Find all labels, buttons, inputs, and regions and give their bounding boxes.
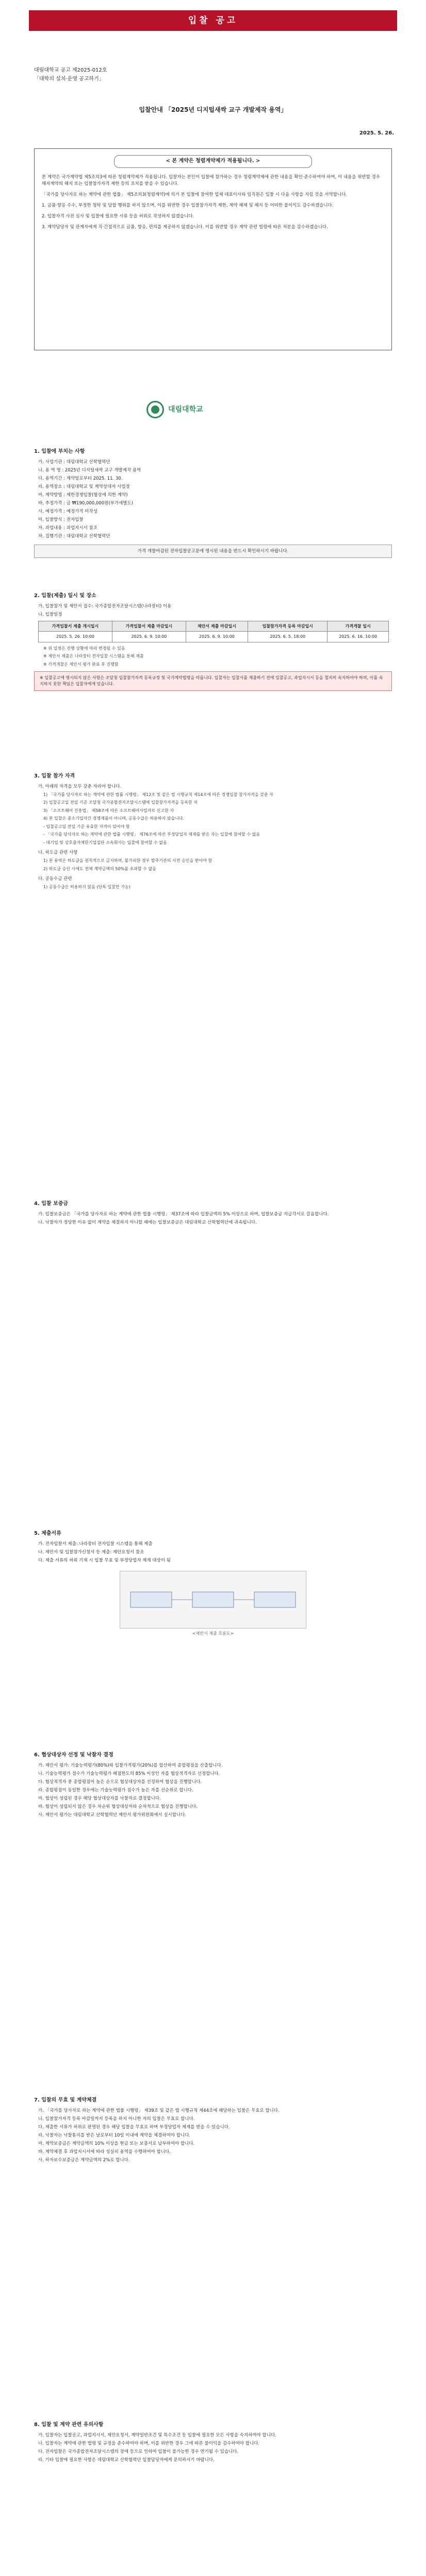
subsection-title: 다. 공동수급 관련 bbox=[38, 876, 72, 882]
table-header: 가격입찰서 제출 마감일시 bbox=[112, 621, 186, 632]
table-row bbox=[39, 632, 389, 642]
list-item: 가. 사업기관 : 대림대학교 산학협력단 bbox=[38, 459, 110, 465]
list-item: 1) 공동수급은 허용하지 않음 (단독 입찰만 가능) bbox=[43, 885, 130, 889]
list-item: 다. 협상적격자 중 종합평점이 높은 순으로 협상대상자를 선정하여 협상을 진행합니다. bbox=[38, 1779, 202, 1785]
table-header: 가격입찰서 제출 개시일시 bbox=[39, 621, 112, 632]
notice-paragraph: 2. 입찰자격 사전 심사 및 입찰에 필요한 서류 등을 허위로 작성하지 않겠습니다. bbox=[42, 213, 194, 219]
logo-text: 대림대학교 bbox=[168, 405, 203, 414]
list-item: 라. 기타 입찰에 필요한 사항은 대림대학교 산학협력단 입찰담당자에게 문의하시기 바랍니다. bbox=[38, 2457, 215, 2463]
list-item: 바. 협상이 성립되지 않은 경우 차순위 협상대상자와 순차적으로 협상을 진행합니다. bbox=[38, 1804, 198, 1809]
section-1 bbox=[34, 448, 392, 558]
list-item: 라. 용역장소 : 대림대학교 및 계약상대자 사업장 bbox=[38, 484, 130, 489]
section-title: 3. 입찰 참가 자격 bbox=[34, 773, 75, 779]
list-item: 가. 아래의 자격을 모두 갖춘 자라야 합니다. bbox=[38, 784, 122, 789]
list-item: 3) 「소프트웨어 진흥법」 제58조에 따른 소프트웨어사업자로 신고한 자 bbox=[43, 808, 174, 813]
list-item: 다. 제출한 서류가 허위로 판명된 경우 해당 입찰을 무효로 하며 부정당업자 제재를 받을 수 있습니다. bbox=[38, 2124, 230, 2130]
list-item: 마. 계약보증금은 계약금액의 10% 이상을 현금 또는 보증서로 납부하여야 합니다. bbox=[38, 2141, 195, 2146]
section-title: 1. 입찰에 부치는 사항 bbox=[34, 449, 85, 454]
list-item: 사. 예정가격 : 예정가격 미작성 bbox=[38, 509, 97, 514]
notice-paragraph: 본 계약은 국가계약법 제5조의3에 따른 청렴계약제가 적용됩니다. 입찰자는 본인이 입찰에 참가하는 경우 청렴계약제에 관한 내용을 확인·준수하여야 하며, 이 내용을 위반할 경우 해지계약의 해지 또는 입찰참가자격 제한 등의 조치를 받을 수 있습니다. bbox=[42, 174, 380, 187]
table-cell: 2025. 6. 5. 18:00 bbox=[248, 632, 327, 642]
list-item: 2) 입찰공고일 전일 기준 조달청 국가종합전자조달시스템에 입찰참가자격을 등록한 자 bbox=[43, 800, 198, 805]
section-title: 4. 입찰 보증금 bbox=[34, 1201, 69, 1207]
table-cell: 2025. 6. 16. 10:00 bbox=[327, 632, 389, 642]
subsection-title: 나. 하도급 관련 사항 bbox=[38, 850, 78, 855]
table-header-row bbox=[39, 621, 389, 632]
list-item: 나. 용 역 명 : 2025년 디지털새싹 교구 개발제작 용역 bbox=[38, 467, 141, 473]
list-item: 가. 입찰자는 입찰공고, 과업지시서, 제안요청서, 계약일반조건 및 특수조건 등 입찰에 필요한 모든 사항을 숙지하여야 합니다. bbox=[38, 2432, 276, 2438]
list-item: 나. 입찰일정 bbox=[38, 612, 62, 617]
note: ※ 위 일정은 진행 상황에 따라 변경될 수 있음 bbox=[43, 646, 125, 651]
list-item: 가. 입찰참가 및 제안서 접수: 국가종합전자조달시스템(나라장터) 이용 bbox=[38, 603, 172, 609]
list-item: 1) 「국가를 당사자로 하는 계약에 관한 법률 시행령」 제12조 및 같은 법 시행규칙 제14조에 따른 경쟁입찰 참가자격을 갖춘 자 bbox=[43, 792, 273, 797]
university-logo bbox=[146, 401, 203, 418]
section-2 bbox=[34, 592, 392, 691]
schedule-table bbox=[38, 621, 389, 642]
submission-diagram-image bbox=[120, 1571, 306, 1629]
note: - 입찰공고일 전일 기준 유효한 자격이 있어야 함 bbox=[43, 824, 130, 829]
list-item: 나. 기술능력평가 점수가 기술능력평가 배점한도의 85% 이상인 자를 협상적격자로 선정합니다. bbox=[38, 1771, 220, 1776]
section-title: 8. 입찰 및 계약 관련 유의사항 bbox=[34, 2422, 104, 2428]
integrity-notice-box bbox=[34, 148, 392, 350]
section-3 bbox=[34, 773, 392, 892]
list-item: 사. 하자보수보증금은 계약금액의 2%로 합니다. bbox=[38, 2157, 130, 2163]
logo-mark-icon bbox=[146, 401, 164, 418]
section-title: 5. 제출서류 bbox=[34, 1531, 61, 1536]
warning-box: ※ 입찰공고에 명시되지 않은 사항은 조달청 입찰참가자격 등록규정 및 국가계약법령을 따릅니다. 입찰자는 입찰서를 제출하기 전에 입찰공고, 과업지시서 등을 철저히 숙지하여야 하며, 이를 숙지하지 못한 책임은 입찰자에게 있습니다. bbox=[34, 671, 392, 691]
notice-paragraph: 「국가를 당사자로 하는 계약에 관한 법률」 제5조의3(청렴계약)에 의거 본 입찰에 참여한 업체 대표이사와 임직원은 입찰 시 다음 사항을 지킬 것을 서약합니다. bbox=[42, 192, 348, 197]
announcement-date: 2025. 5. 26. bbox=[359, 130, 394, 136]
notice-box: 가격 개찰마감된 전자입찰공고문에 명시된 내용을 반드시 확인하시기 바랍니다. bbox=[34, 545, 392, 558]
list-item: 나. 입찰참가자격 등록 마감일까지 등록을 하지 아니한 자의 입찰은 무효로 합니다. bbox=[38, 2116, 195, 2122]
list-item: 4) 본 입찰은 중소기업자간 경쟁제품이 아니며, 공동수급은 허용하지 않습니다. bbox=[43, 816, 185, 821]
list-item: 나. 낙찰자가 정당한 이유 없이 계약을 체결하지 아니할 때에는 입찰보증금은 대림대학교 산학협력단에 귀속됩니다. bbox=[38, 1219, 257, 1225]
list-item: 사. 제안서 평가는 대림대학교 산학협력단 제안서 평가위원회에서 실시합니다. bbox=[38, 1812, 187, 1818]
note: - 「국가를 당사자로 하는 계약에 관한 법률 시행령」 제76조에 따른 부정당업자 제재를 받은 자는 입찰에 참여할 수 없음 bbox=[43, 832, 260, 837]
list-item: 다. 제출 서류의 허위 기재 시 입찰 무효 및 부정당업자 제재 대상이 됨 bbox=[38, 1557, 171, 1563]
notice-paragraph: 1. 금품·향응 수수, 부정한 청탁 및 담합 행위를 하지 않으며, 이를 위반한 경우 입찰참가자격 제한, 계약 해제 및 해지 등 어떠한 불이익도 감수하겠습니다. bbox=[42, 202, 334, 208]
table-cell: 2025. 6. 9. 10:00 bbox=[112, 632, 186, 642]
section-4 bbox=[34, 1200, 392, 1228]
section-5 bbox=[34, 1530, 392, 1636]
list-item: 1) 본 용역은 하도급을 원칙적으로 금지하며, 불가피한 경우 발주기관의 사전 승인을 받아야 함 bbox=[43, 858, 212, 863]
note: - 대기업 및 상호출자제한기업집단 소속회사는 입찰에 참여할 수 없음 bbox=[43, 840, 167, 845]
list-item: 나. 입찰자는 계약에 관한 법령 및 규정을 준수하여야 하며, 이를 위반한 경우 그에 따른 불이익을 감수하여야 합니다. bbox=[38, 2441, 260, 2446]
list-item: 라. 종합평점이 동일한 경우에는 기술능력평가 점수가 높은 자를 선순위로 합니다. bbox=[38, 1787, 193, 1793]
list-item: 바. 계약체결 후 과업지시서에 따라 성실히 용역을 수행하여야 합니다. bbox=[38, 2149, 171, 2155]
section-6 bbox=[34, 1752, 392, 1820]
table-header: 제안서 제출 마감일시 bbox=[186, 621, 248, 632]
list-item: 가. 제안서 평가: 기술능력평가(80%)와 입찰가격평가(20%)를 합산하여 종합평점을 산출합니다. bbox=[38, 1762, 223, 1768]
section-title: 2. 입찰(제출) 일시 및 장소 bbox=[34, 593, 96, 599]
list-item: 마. 협상이 성립된 경우 해당 협상대상자를 낙찰자로 결정합니다. bbox=[38, 1795, 161, 1801]
title-banner bbox=[29, 10, 397, 31]
list-item: 다. 용역기간 : 계약일로부터 2025. 11. 30. bbox=[38, 476, 123, 481]
diagram-caption: <제안서 제출 흐름도> bbox=[192, 1631, 234, 1636]
announcement-subtitle: 「대학의 설치·운영 공고하기」 bbox=[34, 76, 104, 82]
notice-paragraph: 3. 계약담당자 및 관계자에게 직·간접적으로 금품, 향응, 편의를 제공하지 않겠습니다. 이를 위반할 경우 계약 관련 법령에 따른 처분을 감수하겠습니다. bbox=[42, 224, 328, 230]
table-header: 가격개찰 일시 bbox=[327, 621, 389, 632]
list-item: 차. 집행기관 : 대림대학교 산학협력단 bbox=[38, 533, 110, 539]
list-item: 나. 제안서 및 입찰참가신청서 등 제출: 제안요청서 참조 bbox=[38, 1549, 144, 1555]
list-item: 가. 「국가를 당사자로 하는 계약에 관한 법률 시행령」 제39조 및 같은 법 시행규칙 제44조에 해당하는 입찰은 무효로 합니다. bbox=[38, 2108, 280, 2113]
list-item: 가. 전자입찰서 제출: 나라장터 전자입찰 시스템을 통해 제출 bbox=[38, 1541, 153, 1547]
list-item: 마. 계약방법 : 제한경쟁입찰(협상에 의한 계약) bbox=[38, 492, 128, 498]
diagram-wrapper bbox=[34, 1571, 392, 1629]
section-title: 7. 입찰의 무효 및 계약체결 bbox=[34, 2097, 97, 2103]
table-cell: 2025. 5. 26. 10:00 bbox=[39, 632, 112, 642]
note: ※ 제안서 제출은 나라장터 전자입찰 시스템을 통해 제출 bbox=[43, 654, 144, 659]
bid-title: 입찰안내 「2025년 디지털새싹 교구 개발제작 용역」 bbox=[139, 106, 287, 113]
flow-diagram-icon bbox=[125, 1577, 301, 1623]
list-item: 자. 과업내용 : 과업지시서 참조 bbox=[38, 525, 97, 531]
list-item: 다. 전자입찰은 국가종합전자조달시스템의 장애 등으로 인하여 입찰이 불가능한 경우 연기될 수 있습니다. bbox=[38, 2449, 239, 2454]
section-7 bbox=[34, 2097, 392, 2165]
table-header: 입찰참가자격 등록 마감일시 bbox=[248, 621, 327, 632]
list-item: 라. 낙찰자는 낙찰통지를 받은 날로부터 10일 이내에 계약을 체결하여야 합니다. bbox=[38, 2132, 191, 2138]
page-title: 입찰 공고 bbox=[188, 15, 238, 26]
note: ※ 가격개찰은 제안서 평가 완료 후 진행함 bbox=[43, 662, 119, 667]
table-cell: 2025. 6. 9. 10:00 bbox=[186, 632, 248, 642]
section-title: 6. 협상대상자 선정 및 낙찰자 결정 bbox=[34, 1752, 113, 1758]
notice-heading: < 본 계약은 청렴계약제가 적용됩니다. > bbox=[114, 155, 312, 168]
announcement-meta bbox=[34, 66, 107, 83]
section-8 bbox=[34, 2421, 392, 2465]
list-item: 2) 하도급 승인 시에도 전체 계약금액의 50%를 초과할 수 없음 bbox=[43, 866, 156, 871]
list-item: 가. 입찰보증금은 「국가를 당사자로 하는 계약에 관한 법률 시행령」 제37조에 따라 입찰금액의 5% 이상으로 하며, 입찰보증금 지급각서로 갈음합니다. bbox=[38, 1211, 329, 1217]
announcement-number: 대림대학교 공고 제2025-012호 bbox=[34, 67, 107, 73]
list-item: 아. 입찰방식 : 전자입찰 bbox=[38, 517, 84, 522]
list-item: 바. 추정가격 : 금 ₩190,000,000원(부가세별도) bbox=[38, 500, 134, 506]
